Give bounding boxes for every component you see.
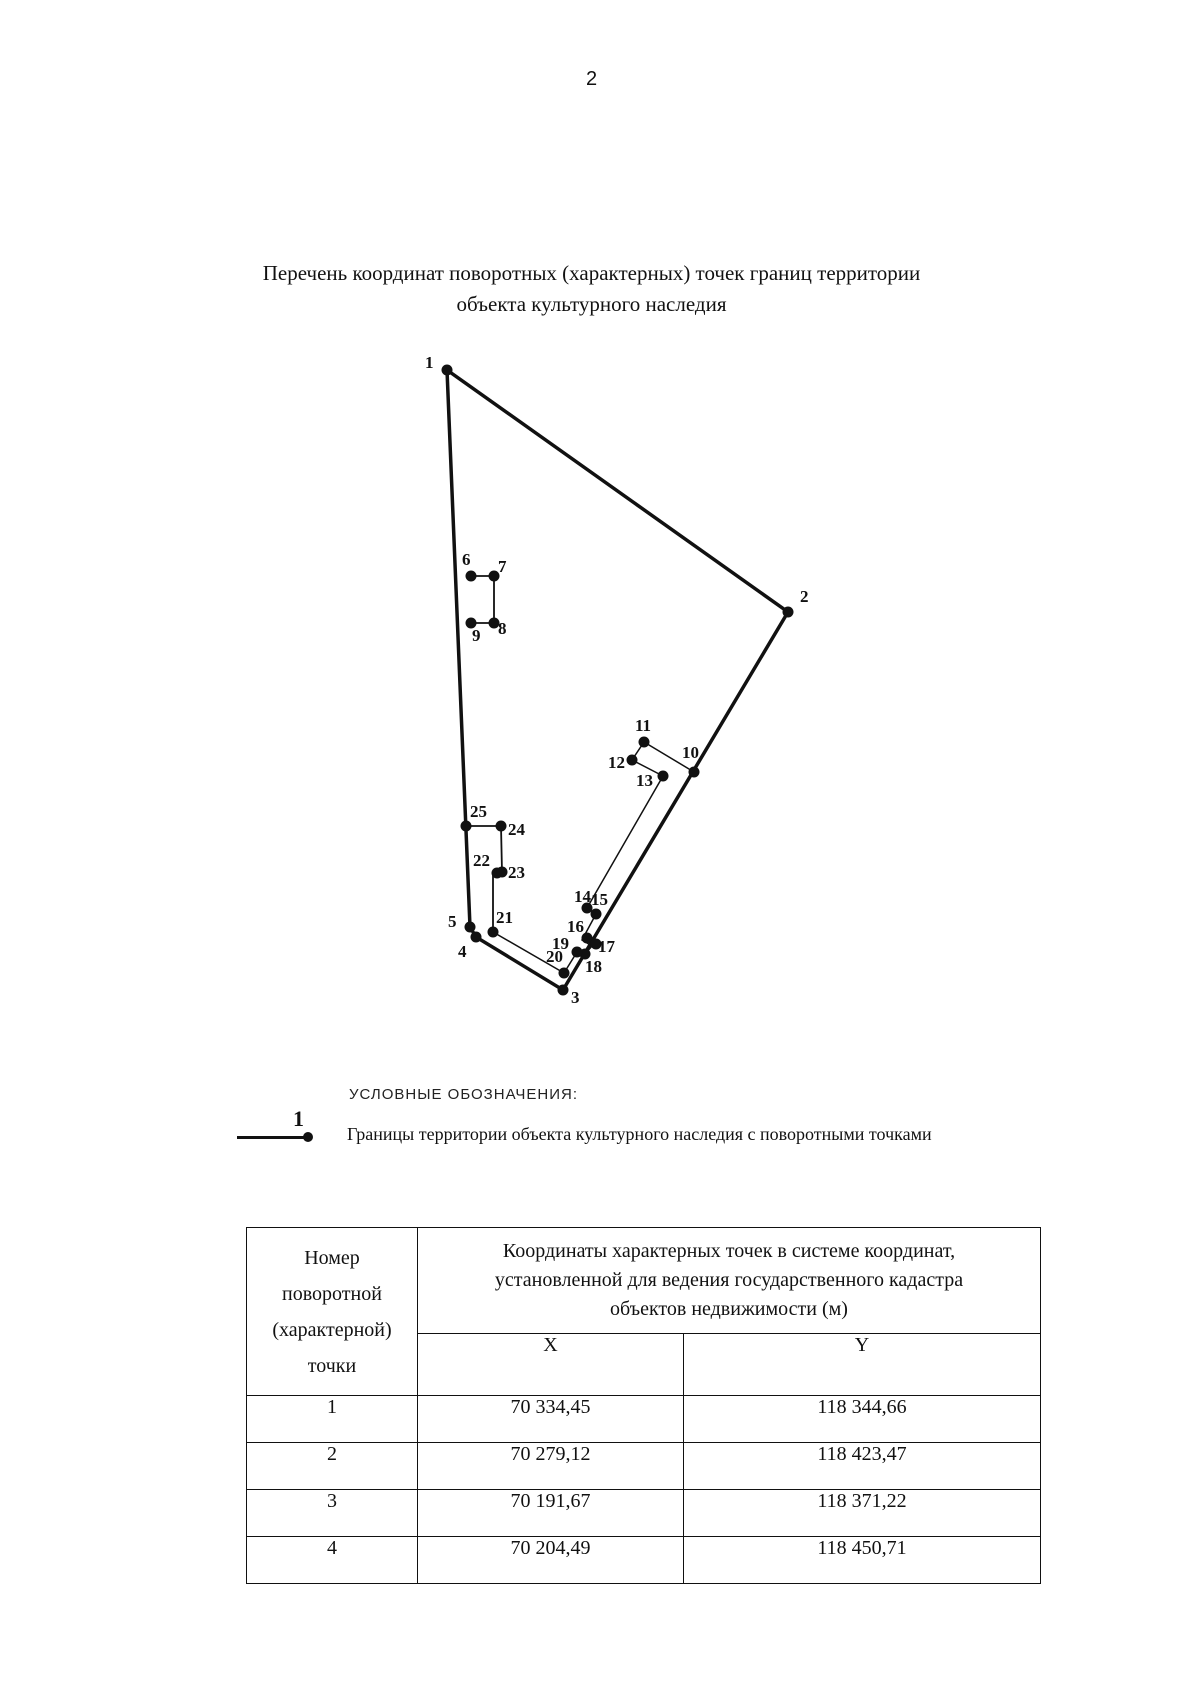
boundary-point-4 xyxy=(471,932,482,943)
point-label-17: 17 xyxy=(598,937,615,956)
point-label-21: 21 xyxy=(496,908,513,927)
boundary-point-5 xyxy=(465,922,476,933)
boundary-point-6 xyxy=(466,571,477,582)
legend-heading: УСЛОВНЫЕ ОБОЗНАЧЕНИЯ: xyxy=(349,1086,579,1103)
legend-line-sample xyxy=(237,1108,317,1148)
table-row xyxy=(247,1537,1041,1584)
point-label-1: 1 xyxy=(425,353,434,372)
inner-boundary-6-9 xyxy=(471,576,494,623)
point-label-16: 16 xyxy=(567,917,584,936)
point-label-24: 24 xyxy=(508,820,525,839)
cell-num: 3 xyxy=(247,1490,418,1537)
point-label-15: 15 xyxy=(591,890,608,909)
point-label-25: 25 xyxy=(470,802,487,821)
boundary-point-1 xyxy=(442,365,453,376)
point-label-6: 6 xyxy=(462,550,471,569)
point-label-3: 3 xyxy=(571,988,580,1007)
legend-sample-point-number: 1 xyxy=(293,1106,304,1131)
boundary-point-3 xyxy=(558,985,569,996)
header-coords-line-3: объектов недвижимости (м) xyxy=(610,1297,848,1320)
cell-y: 118 344,66 xyxy=(684,1396,1041,1443)
header-coords-line-2: установленной для ведения государственного кадастра xyxy=(494,1268,964,1291)
boundary-point-15 xyxy=(591,909,602,920)
cell-x: 70 279,12 xyxy=(418,1443,684,1490)
boundary-point-20 xyxy=(559,968,570,979)
cell-x: 70 334,45 xyxy=(418,1396,684,1443)
header-num-line-2: поворотной xyxy=(282,1282,382,1305)
header-x: X xyxy=(418,1333,684,1395)
point-label-18: 18 xyxy=(585,957,602,976)
header-coordinates xyxy=(418,1228,1041,1334)
coordinates-table xyxy=(246,1227,1041,1584)
cell-y: 118 423,47 xyxy=(684,1443,1041,1490)
table-row xyxy=(247,1490,1041,1537)
point-label-22: 22 xyxy=(473,851,490,870)
boundary-point-24 xyxy=(496,821,507,832)
point-label-12: 12 xyxy=(608,753,625,772)
point-label-5: 5 xyxy=(448,912,457,931)
table-row xyxy=(247,1443,1041,1490)
point-label-2: 2 xyxy=(800,587,809,606)
point-label-10: 10 xyxy=(682,743,699,762)
point-label-8: 8 xyxy=(498,619,507,638)
header-num-line-4: точки xyxy=(307,1354,357,1377)
point-label-4: 4 xyxy=(458,942,467,961)
boundary-point-13 xyxy=(658,771,669,782)
title-line-1: Перечень координат поворотных (характерных) точек границ территории xyxy=(262,261,921,285)
boundary-point-19 xyxy=(572,947,583,958)
page-number: 2 xyxy=(585,68,598,90)
header-coords-line-1: Координаты характерных точек в системе координат, xyxy=(502,1239,956,1262)
point-label-20: 20 xyxy=(546,947,563,966)
point-label-7: 7 xyxy=(498,557,507,576)
title-line-2: объекта культурного наследия xyxy=(456,292,727,316)
point-label-11: 11 xyxy=(635,716,652,735)
boundary-point-11 xyxy=(639,737,650,748)
boundary-point-12 xyxy=(627,755,638,766)
boundary-point-23 xyxy=(497,867,508,878)
header-num-line-3: (характерной) xyxy=(272,1318,392,1341)
boundary-point-21 xyxy=(488,927,499,938)
legend-sample-line xyxy=(237,1136,307,1139)
legend-sample-dot xyxy=(303,1132,313,1142)
cell-y: 118 450,71 xyxy=(684,1537,1041,1584)
point-label-19: 19 xyxy=(552,934,569,953)
cell-num: 1 xyxy=(247,1396,418,1443)
table-row xyxy=(247,1396,1041,1443)
outer-boundary xyxy=(447,370,788,990)
boundary-point-2 xyxy=(783,607,794,618)
point-label-23: 23 xyxy=(508,863,525,882)
boundary-point-25 xyxy=(461,821,472,832)
point-label-13: 13 xyxy=(636,771,653,790)
header-num-line-1: Номер xyxy=(304,1246,360,1269)
cell-x: 70 204,49 xyxy=(418,1537,684,1584)
cell-x: 70 191,67 xyxy=(418,1490,684,1537)
cell-y: 118 371,22 xyxy=(684,1490,1041,1537)
boundary-point-10 xyxy=(689,767,700,778)
cell-num: 4 xyxy=(247,1537,418,1584)
point-label-9: 9 xyxy=(472,626,481,645)
point-label-14: 14 xyxy=(574,887,591,906)
header-point-number xyxy=(247,1228,418,1396)
cell-num: 2 xyxy=(247,1443,418,1490)
legend-description: Границы территории объекта культурного наследия с поворотными точками xyxy=(347,1124,932,1144)
legend-row xyxy=(237,1108,1137,1148)
header-y: Y xyxy=(684,1333,1041,1395)
